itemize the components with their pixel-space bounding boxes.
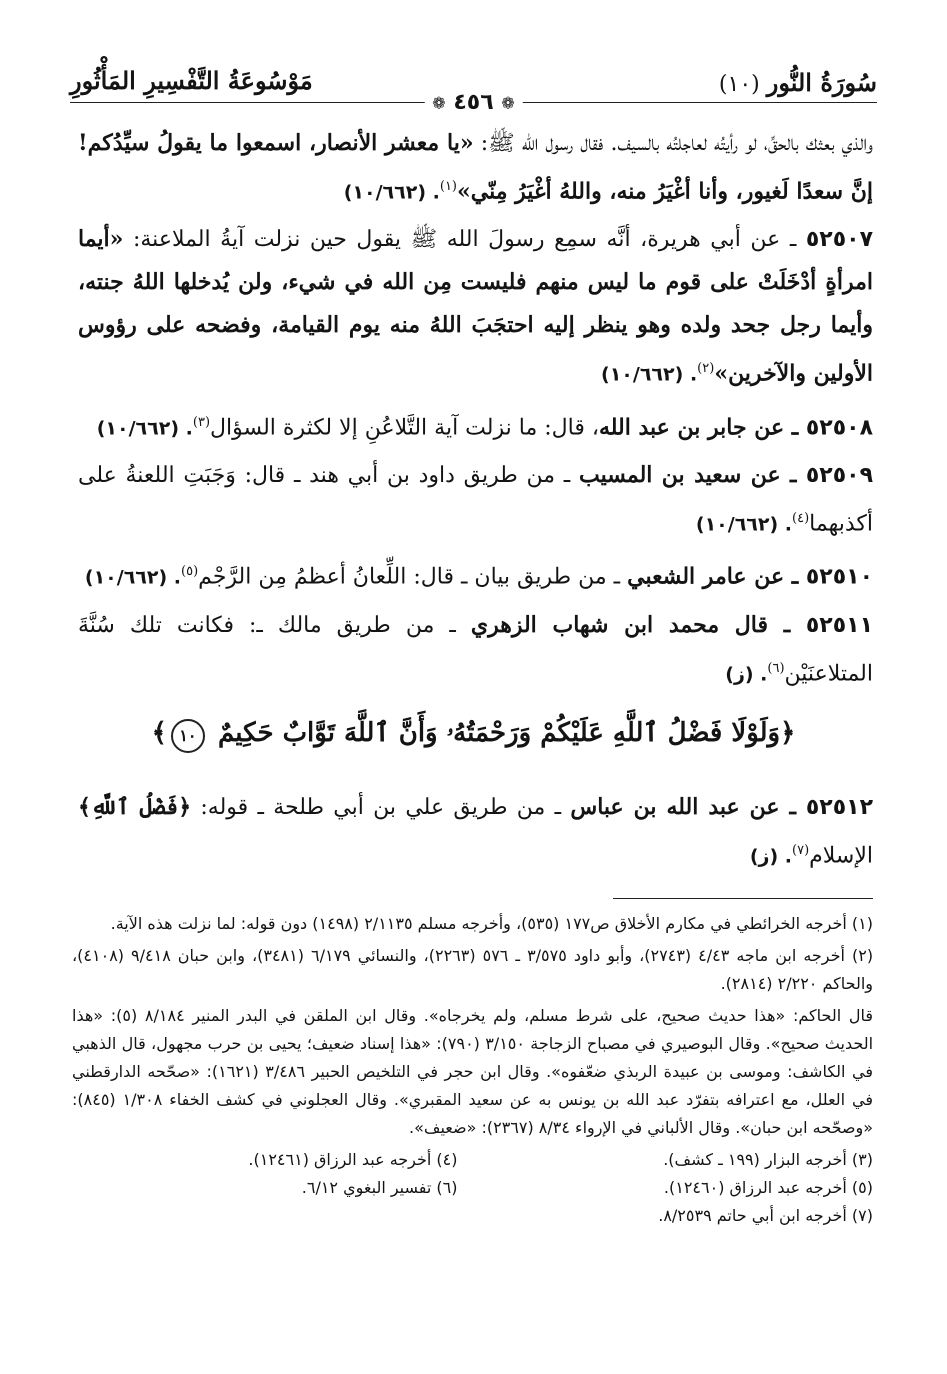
- paragraph: [78, 122, 873, 214]
- sura-heading: [719, 68, 877, 97]
- hadith-text: «أيما امرأةٍ أدْخَلَتْ على قوم ما ليس منهم فليست مِن الله في شيء، ولن يُدخلها اللهُ جنته، وأيما رجل جحد ولده وهو ينظر إليه احتجَبَ اللهُ منه يوم القيامة، وفضحه على رؤوس الأولين والآخرين»: [78, 226, 873, 387]
- volume-reference: . (١٠/٦٦٢): [601, 363, 698, 386]
- entry-number: ٥٢٥٠٩: [805, 462, 873, 488]
- footnote: (٢) أخرجه ابن ماجه ٤/٤٣ (٢٧٤٣)، وأبو داود ٣/٥٧٥ ـ ٥٧٦ (٢٢٦٣)، والنسائي ٦/١٧٩ (٣٤٨١)، وابن حبان ٩/٤١٨ (٤١٠٨)، والحاكم ٢/٢٢٠ (٢٨١٤).: [72, 946, 874, 993]
- narrator-name: ـ عن جابر بن عبد الله: [598, 413, 806, 440]
- narrative-text: الإسلام: [809, 843, 873, 869]
- ornament-icon: ❁: [501, 93, 515, 113]
- footnote: (٣) أخرجه البزار (١٩٩ ـ كشف).: [663, 1150, 873, 1169]
- footnote: (١) أخرجه الخرائطي في مكارم الأخلاق ص١٧٧ (٥٣٥)، وأخرجه مسلم ٢/١١٣٥ (١٤٩٨) دون قوله: لما نزلت هذه الآية.: [110, 914, 873, 933]
- paragraph: [78, 401, 873, 450]
- quran-verse: [70, 718, 877, 753]
- entry-number: ٥٢٥١١: [805, 612, 873, 638]
- narrator-name: ـ عن عبد الله بن عباس: [570, 794, 806, 820]
- paragraph: [78, 604, 873, 696]
- narrative-text: ، قال: ما نزلت آية التَّلاعُنِ إلا لكثرة السؤال: [210, 414, 599, 440]
- footnote-marker: (٦): [767, 660, 785, 676]
- paragraph: [78, 454, 873, 546]
- paragraph: [78, 218, 873, 396]
- narrative-text: ـ من طريق داود بن أبي هند ـ قال: وَجَبَتِ اللعنةُ على أكذبهما: [78, 462, 873, 537]
- narrative-text: ـ من طريق مالك ـ: فكانت تلك سُنَّةَ المتلاعنَيْن: [78, 612, 873, 686]
- verse-bracket-open: ﴿: [780, 718, 796, 748]
- ornament-icon: ❁: [432, 93, 446, 113]
- footnote-grid: [72, 1146, 873, 1230]
- entry-number: ٥٢٥٠٧: [805, 227, 873, 253]
- paragraph: [78, 786, 873, 878]
- verse-number-medallion: ١٠: [171, 719, 205, 753]
- narrator-name: ـ عن عامر الشعبي: [627, 563, 806, 590]
- entry-number: ٥٢٥١٠: [805, 564, 873, 590]
- volume-reference: . (١٠/٦٦٢): [695, 513, 793, 536]
- verse-bracket-close: ﴾: [151, 718, 167, 748]
- narrative-text: والذي بعثك بالحقِّ، لو رأيتُه لعاجلتُه بالسيف. فقال رسول الله ﷺ:: [473, 131, 874, 156]
- footnote-marker: (١): [439, 179, 457, 194]
- volume-reference: . (١٠/٦٦٢): [96, 416, 193, 439]
- verse-quote: ﴿فَضْلُ ٱللَّهِ﴾: [78, 794, 192, 820]
- page-number: ٤٥٦: [453, 90, 494, 115]
- footnote: (٦) تفسير البغوي ٦/١٢.: [301, 1178, 458, 1197]
- narrator-name: ـ عن سعيد بن المسيب: [578, 461, 806, 488]
- entry-number: ٥٢٥١٢: [805, 795, 873, 820]
- footnote: قال الحاكم: «هذا حديث صحيح، على شرط مسلم، ولم يخرجاه». وقال ابن الملقن في البدر المنير ٨/١٨٤ (٥): «هذا الحديث صحيح». وقال البوصيري في مصباح الزجاجة ٣/١٥٠ (٧٩٠): «هذا إسناد ضعيف؛ يحيى بن حرب مجهول، قال الذهبي في الكاشف: وموسى بن عبيدة الربذي ضعّفوه». وقال ابن حجر في التلخيص الحبير ٣/٤٨٦ (١٦٢١): «صحّحه الدارقطني في العلل، مع اعترافه بتفرّد عبد الله بن يونس به عن سعيد المقبري». وقال العجلوني في كشف الخفاء ١/٣٠٨ (٨٤٥): «وصحّحه ابن حبان». وقال الألباني في الإرواء ٨/٣٤ (٢٣٦٧): «ضعيف».: [72, 1006, 874, 1137]
- footnote-marker: (٣): [192, 414, 211, 430]
- verse-text: وَلَوْلَا فَضْلُ ٱللَّهِ عَلَيْكُمْ وَرَحْمَتُهُۥ وَأَنَّ ٱللَّهَ تَوَّابٌ حَكِيمٌ: [217, 718, 781, 748]
- running-header: [70, 62, 877, 115]
- footnote: (٤) أخرجه عبد الرزاق (١٢٤٦١).: [248, 1150, 458, 1169]
- narrative-text: ـ من طريق بيان ـ قال: اللِّعانُ أعظمُ مِن الرَّجْم: [198, 564, 628, 590]
- footnote-marker: (٧): [792, 843, 810, 858]
- page-number-box: [424, 90, 522, 115]
- main-text: [78, 122, 873, 700]
- volume-reference: . (١٠/٦٦٢): [343, 181, 440, 204]
- volume-number: (١٠): [718, 72, 760, 97]
- footnote: (٧) أخرجه ابن أبي حاتم ٨/٢٥٣٩.: [658, 1206, 873, 1225]
- paragraph: [78, 550, 873, 599]
- volume-reference: . (ز): [725, 662, 768, 685]
- volume-reference: . (١٠/٦٦٢): [84, 566, 182, 589]
- entry-number: ٥٢٥٠٨: [805, 414, 873, 440]
- narrator-name: ـ قال محمد ابن شهاب الزهري: [470, 611, 806, 638]
- footnote-marker: (٢): [697, 361, 715, 377]
- footnote-marker: (٤): [792, 510, 810, 526]
- footnotes: [72, 910, 873, 1230]
- sura-title: سُورَةُ النُّور: [766, 68, 877, 97]
- narrative-text: ـ من طريق علي بن أبي طلحة ـ قوله:: [191, 795, 571, 820]
- footnote-marker: (٥): [181, 564, 199, 580]
- footnote-separator: [613, 898, 873, 899]
- book-title: مَوْسُوعَةُ التَّفْسِيرِ المَأْثُورِ: [70, 66, 313, 95]
- main-text-continued: [78, 786, 873, 878]
- narrative-text: ـ عن أبي هريرة، أنَّه سمِع رسولَ الله ﷺ يقول حين نزلت آيةُ الملاعنة:: [123, 227, 806, 253]
- footnote: (٥) أخرجه عبد الرزاق (١٢٤٦٠).: [663, 1178, 873, 1197]
- volume-reference: . (ز): [749, 845, 793, 868]
- hadith-text: «يا معشر الأنصار، اسمعوا ما يقولُ سيِّدُكم! إنَّ سعدًا لَغيور، وأنا أغْيَرُ منه، واللهُ أغْيَرُ مِنّي»: [78, 130, 873, 205]
